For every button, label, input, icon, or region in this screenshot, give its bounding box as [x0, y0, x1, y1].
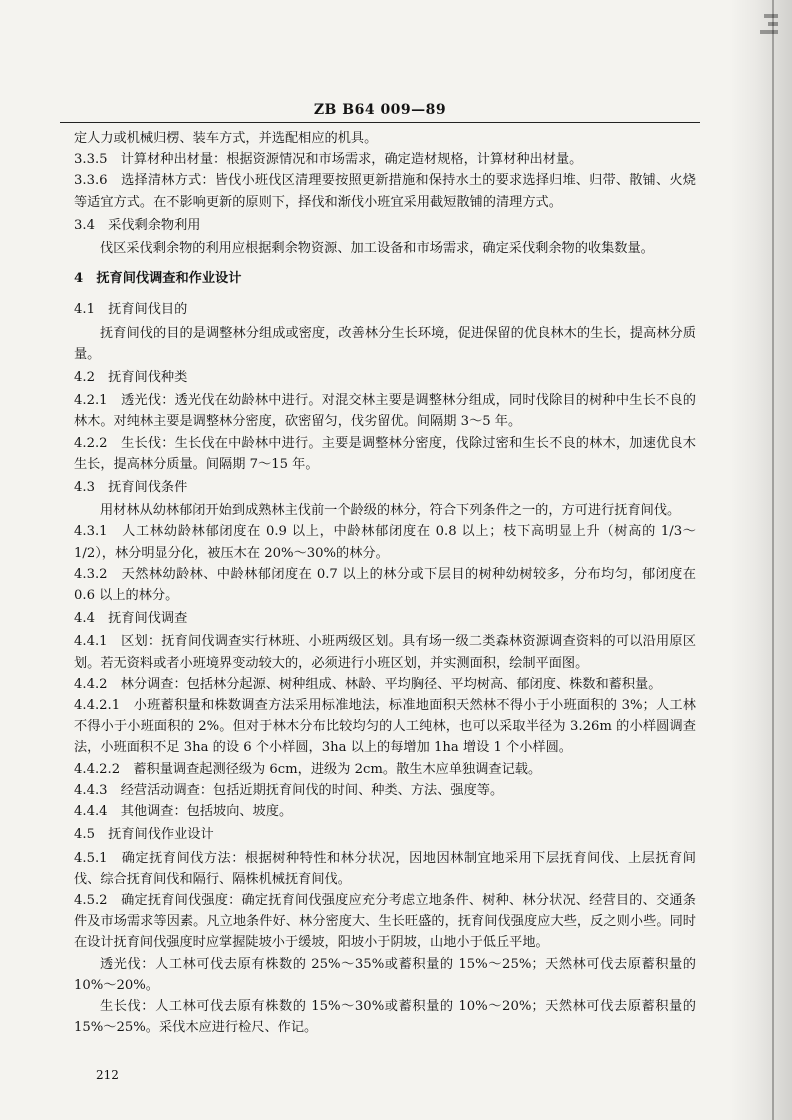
- paragraph-3-4: 伐区采伐剩余物的利用应根据剩余物资源、加工设备和市场需求，确定采伐剩余物的收集数量。: [100, 241, 654, 257]
- scan-stripe: [772, 0, 774, 1120]
- page-header: [60, 99, 700, 120]
- scan-shadow-edge: [730, 0, 792, 1120]
- paragraph-thinning-light: 透光伐：人工林可伐去原有株数的 25%～35%或蓄积量的 15%～25%；天然林可伐去原蓄积量的 10%～20%。: [74, 956, 696, 993]
- clause-4-5-1: 4.5.1 确定抚育间伐方法：根据树种特性和林分状况，因地因林制宜地采用下层抚育间伐、上层抚育间伐、综合抚育间伐和隔行、隔株机械抚育间伐。: [74, 850, 696, 887]
- clause-3-3-6: 3.3.6 选择清林方式：皆伐小班伐区清理要按照更新措施和保持水土的要求选择归堆、归带、散铺、火烧等适宜方式。在不影响更新的原则下，择伐和渐伐小班宜采用截短散铺的清理方式。: [74, 173, 696, 210]
- heading-4-1: 4.1 抚育间伐目的: [74, 302, 188, 318]
- scan-speck: [760, 30, 778, 34]
- clause-4-4-3: 4.4.3 经营活动调查：包括近期抚育间伐的时间、种类、方法、强度等。: [74, 782, 504, 798]
- clause-4-2-2: 4.2.2 生长伐：生长伐在中龄林中进行。主要是调整林分密度，伐除过密和生长不良的林木，加速优良木生长，提高林分质量。间隔期 7～15 年。: [74, 435, 696, 472]
- scan-speck: [768, 22, 778, 26]
- clause-4-4-1: 4.4.1 区划：抚育间伐调查实行林班、小班两级区划。具有场一级二类森林资源调查资料的可以沿用原区划。若无资料或者小班境界变动较大的，必须进行小班区划，并实测面积，绘制平面图。: [74, 634, 696, 671]
- standard-code: ZB B64 009—89: [313, 102, 447, 118]
- document-body: [74, 128, 696, 1038]
- clause-4-4-4: 4.4.4 其他调查：包括坡向、坡度。: [74, 804, 293, 820]
- scan-speck: [764, 14, 778, 18]
- clause-4-5-2: 4.5.2 确定抚育间伐强度：确定抚育间伐强度应充分考虑立地条件、树种、林分状况、经营目的、交通条件及市场需求等因素。凡立地条件好、林分密度大、生长旺盛的，抚育间伐强度应大些，反之则小些。同时在设计抚育间伐强度时应掌握陡坡小于缓坡，阳坡小于阴坡，山地小于低丘平地。: [74, 892, 696, 951]
- heading-4-2: 4.2 抚育间伐种类: [74, 370, 188, 386]
- clause-4-4-2-2: 4.4.2.2 蓄积量调查起测径级为 6cm，进级为 2cm。散生木应单独调查记载。: [74, 761, 542, 777]
- clause-4-3-1: 4.3.1 人工林幼龄林郁闭度在 0.9 以上，中龄林郁闭度在 0.8 以上；枝下高明显上升（树高的 1/3～1/2），林分明显分化，被压木在 20%～30%的林分。: [74, 524, 696, 561]
- paragraph-4-1: 抚育间伐的目的是调整林分组成或密度，改善林分生长环境，促进保留的优良林木的生长，提高林分质量。: [74, 325, 696, 362]
- clause-4-2-1: 4.2.1 透光伐：透光伐在幼龄林中进行。对混交林主要是调整林分组成，同时伐除目的树种中生长不良的林木。对纯林主要是调整林分密度，砍密留匀，伐劣留优。间隔期 3～5 年。: [74, 393, 696, 430]
- clause-3-3-5: 3.3.5 计算材种出材量：根据资源情况和市场需求，确定造材规格，计算材种出材量。: [74, 152, 583, 168]
- heading-4-4: 4.4 抚育间伐调查: [74, 611, 188, 627]
- paragraph-thinning-growth: 生长伐：人工林可伐去原有株数的 15%～30%或蓄积量的 10%～20%；天然林可伐去原蓄积量的 15%～25%。采伐木应进行检尺、作记。: [74, 998, 696, 1036]
- heading-4-3: 4.3 抚育间伐条件: [74, 480, 188, 496]
- heading-3-4: 3.4 采伐剩余物利用: [74, 217, 201, 233]
- section-4-heading: 4 抚育间伐调查和作业设计: [74, 271, 242, 287]
- header-rule: [60, 122, 700, 123]
- paragraph-4-3: 用材林从幼林郁闭开始到成熟林主伐前一个龄级的林分，符合下列条件之一的，方可进行抚育间伐。: [100, 503, 681, 519]
- clause-4-4-2-1: 4.4.2.1 小班蓄积量和株数调查方法采用标准地法，标准地面积天然林不得小于小班面积的 3%；人工林不得小于小班面积的 2%。但对于林木分布比较均匀的人工纯林，也可以采取半径为 3.26m 的小样圆调查法，小班面积不足 3ha 的设 6 个小样圆，3ha 以上的每增加 1ha 增设 1 个小样圆。: [74, 698, 696, 756]
- page-number: 212: [96, 1068, 119, 1082]
- paragraph: 定人力或机械归楞、装车方式，并选配相应的机具。: [74, 131, 378, 146]
- heading-4-5: 4.5 抚育间伐作业设计: [74, 827, 214, 843]
- clause-4-3-2: 4.3.2 天然林幼龄林、中龄林郁闭度在 0.7 以上的林分或下层目的树种幼树较多，分布均匀，郁闭度在 0.6 以上的林分。: [74, 566, 696, 604]
- clause-4-4-2: 4.4.2 林分调查：包括林分起源、树种组成、林龄、平均胸径、平均树高、郁闭度、株数和蓄积量。: [74, 676, 662, 692]
